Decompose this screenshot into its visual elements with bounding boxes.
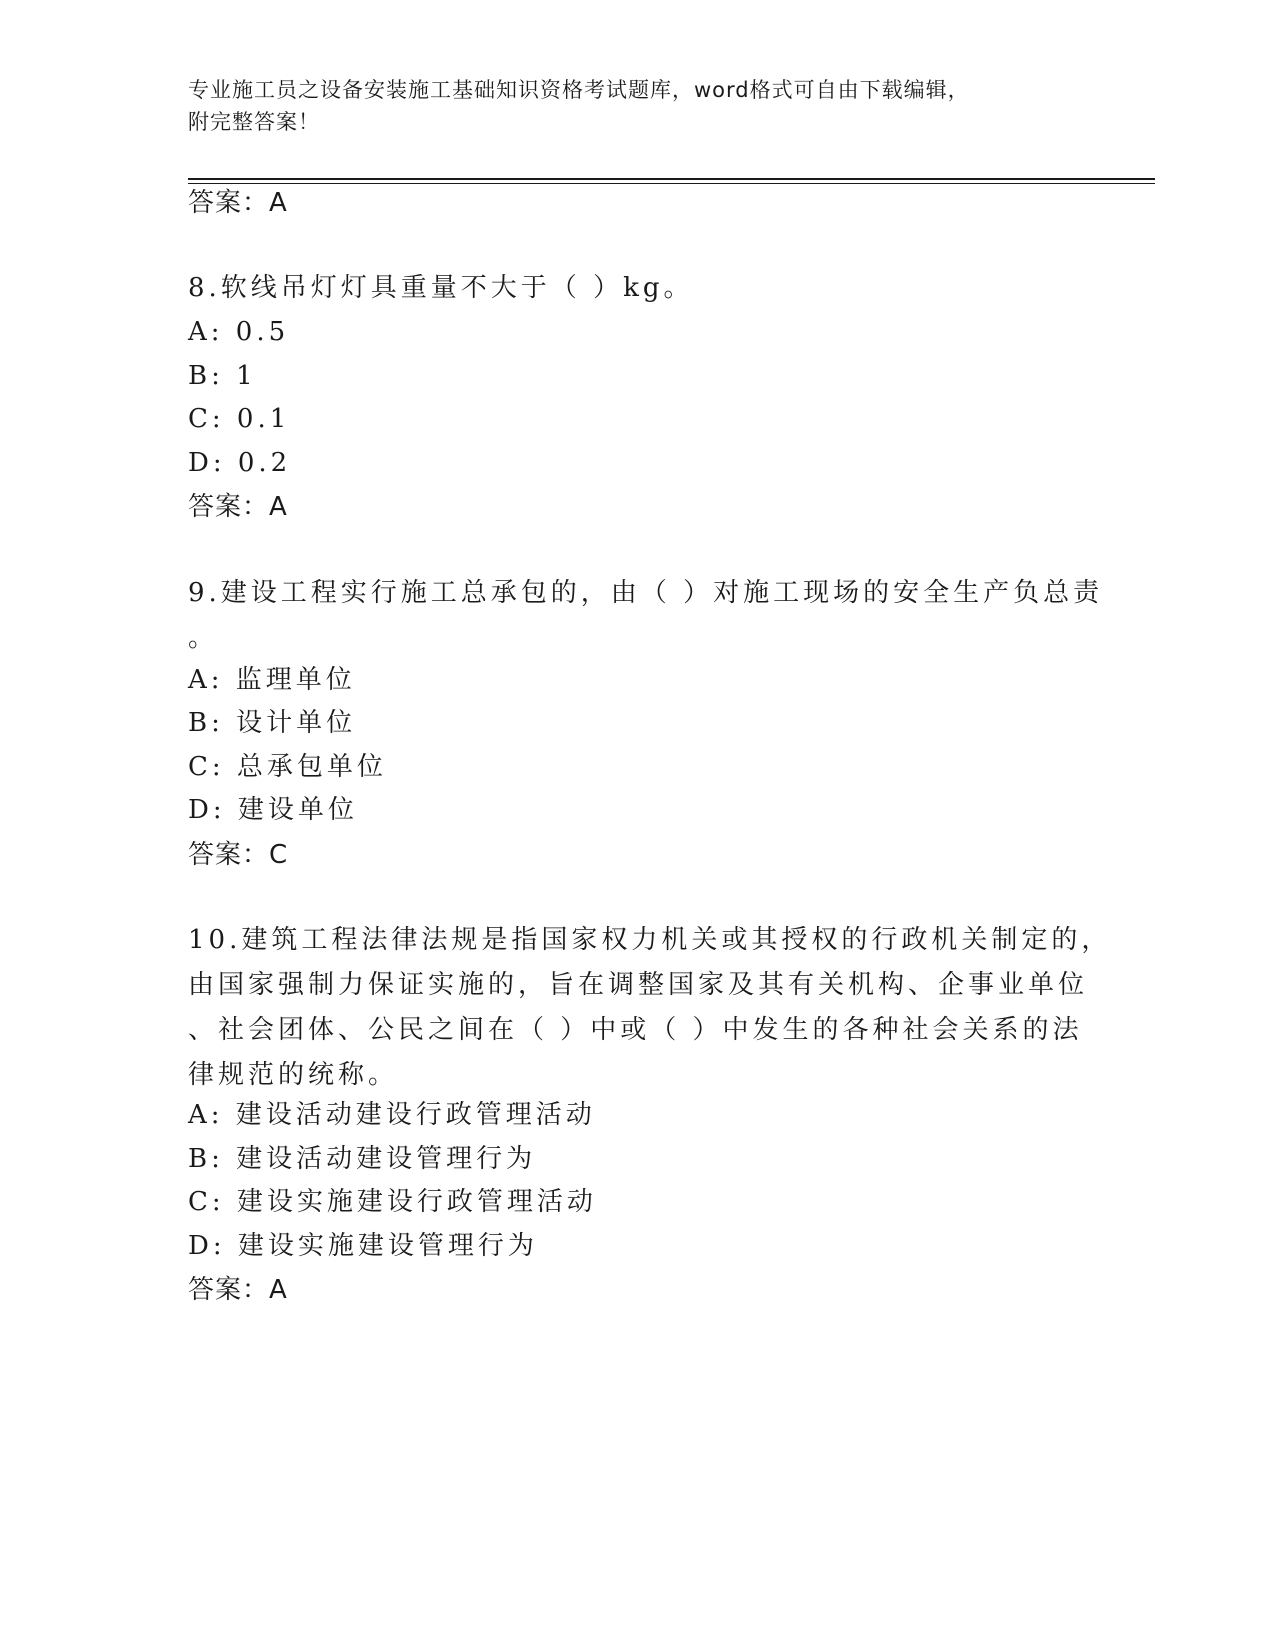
header-divider-thick [188,178,1155,180]
question-text-line: 9.建设工程实行施工总承包的，由（ ）对施工现场的安全生产负总责 [188,578,1104,608]
question-8 [188,266,1088,311]
answer: 答案：A [188,492,288,522]
option-c: C: 0.1 [188,404,291,434]
document-header [188,74,1088,138]
option-c: C: 总承包单位 [188,752,387,782]
question-10 [188,918,1112,1098]
header-line-2: 附完整答案！ [188,110,320,134]
option-b: B: 建设活动建设管理行为 [188,1144,537,1174]
option-a: A: 监理单位 [188,665,356,695]
answer: 答案：A [188,1275,288,1305]
option-d: D: 建设实施建设管理行为 [188,1231,538,1261]
header-line-1: 专业施工员之设备安装施工基础知识资格考试题库，word格式可自由下载编辑， [188,78,970,102]
question-text-line: 。 [188,623,219,653]
option-b: B: 1 [188,361,257,391]
option-a: A: 0.5 [188,317,290,347]
previous-answer: 答案：A [188,188,288,218]
question-text-line: 律规范的统称。 [188,1060,399,1090]
option-c: C: 建设实施建设行政管理活动 [188,1187,597,1217]
question-text-line: 、社会团体、公民之间在（ ）中或（ ）中发生的各种社会关系的法 [188,1015,1083,1045]
question-9 [188,571,1104,661]
option-d: D: 建设单位 [188,795,358,825]
question-text-line: 10.建筑工程法律法规是指国家权力机关或其授权的行政机关制定的， [188,925,1112,955]
option-d: D: 0.2 [188,448,292,478]
question-text-line: 8.软线吊灯灯具重量不大于（ ）kg。 [188,273,694,303]
option-b: B: 设计单位 [188,708,357,738]
option-a: A: 建设活动建设行政管理活动 [188,1100,596,1130]
answer: 答案：C [188,840,289,870]
header-divider-thin [188,183,1155,184]
question-text-line: 由国家强制力保证实施的，旨在调整国家及其有关机构、企事业单位 [188,970,1089,1000]
